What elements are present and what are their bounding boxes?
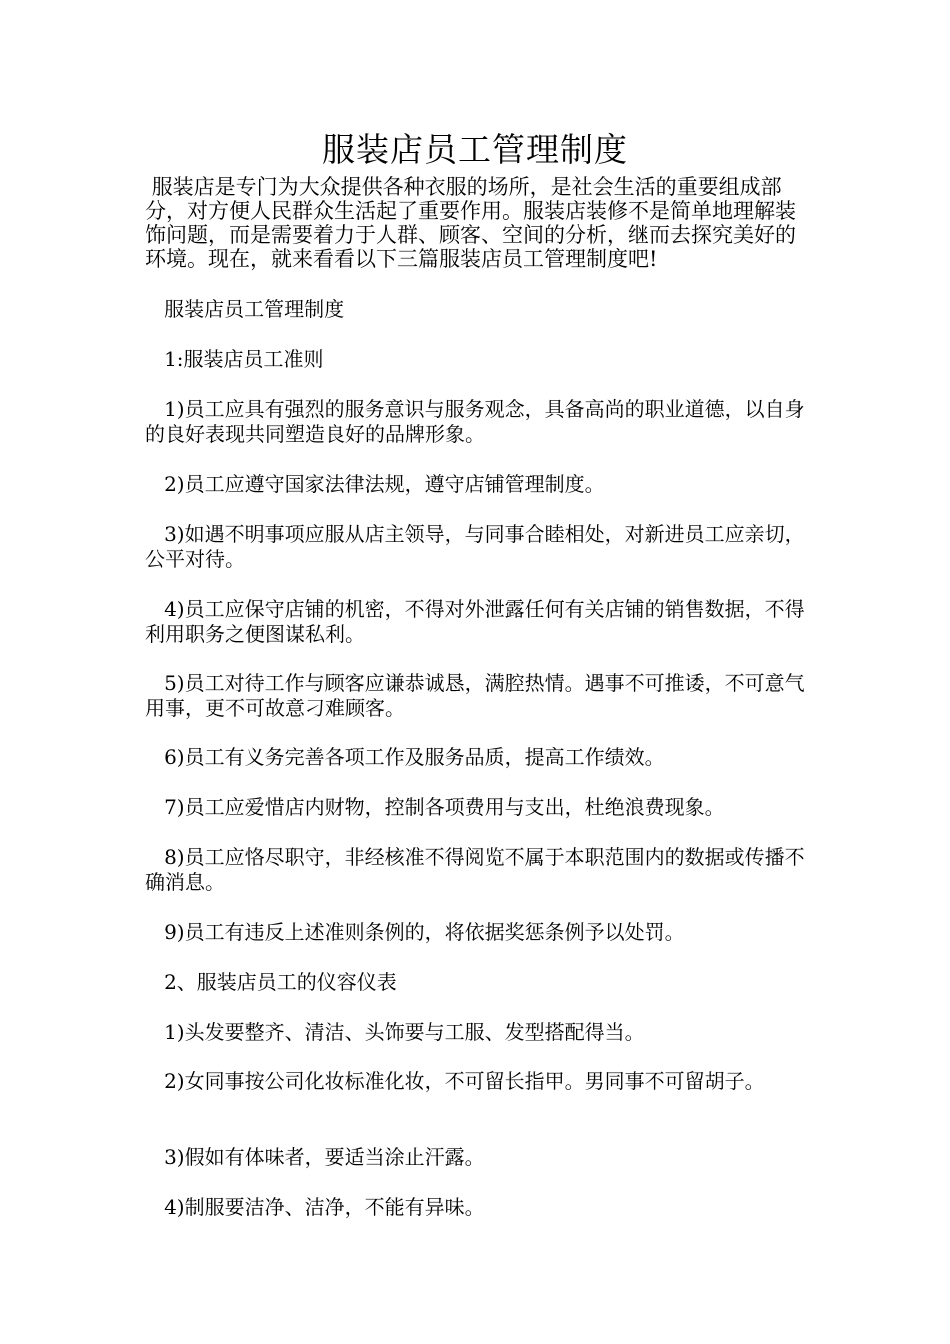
rule-paragraph: 1)员工应具有强烈的服务意识与服务观念，具备高尚的职业道德，以自身的良好表现共同塑造良好的品牌形象。 [145, 397, 805, 446]
rule-paragraph: 1)头发要整齐、清洁、头饰要与工服、发型搭配得当。 [145, 1020, 645, 1044]
intro-paragraph: 服装店是专门为大众提供各种衣服的场所，是社会生活的重要组成部分，对方便人民群众生活起了重要作用。服装店装修不是简单地理解装饰问题，而是需要着力于人群、顾客、空间的分析，继而去探究美好的环境。现在，就来看看以下三篇服装店员工管理制度吧! [145, 175, 796, 271]
rule-paragraph: 4)制服要洁净、洁净，不能有异味。 [145, 1195, 485, 1219]
rule-paragraph: 3)如遇不明事项应服从店主领导，与同事合睦相处，对新进员工应亲切，公平对待。 [145, 522, 805, 571]
subsection-heading: 2、服装店员工的仪容仪表 [145, 970, 397, 994]
rule-paragraph: 6)员工有义务完善各项工作及服务品质，提高工作绩效。 [145, 745, 665, 769]
rule-paragraph: 9)员工有违反上述准则条例的，将依据奖惩条例予以处罚。 [145, 920, 685, 944]
rule-paragraph: 2)女同事按公司化妆标准化妆，不可留长指甲。男同事不可留胡子。 [145, 1069, 765, 1093]
rule-paragraph: 3)假如有体味者，要适当涂止汗露。 [145, 1145, 485, 1169]
section-heading: 服装店员工管理制度 [145, 297, 345, 321]
rule-paragraph: 8)员工应恪尽职守，非经核准不得阅览不属于本职范围内的数据或传播不确消息。 [145, 845, 805, 894]
rule-paragraph: 5)员工对待工作与顾客应谦恭诚恳，满腔热情。遇事不可推诿，不可意气用事，更不可故意刁难顾客。 [145, 671, 805, 720]
rule-paragraph: 7)员工应爱惜店内财物，控制各项费用与支出，杜绝浪费现象。 [145, 795, 725, 819]
subsection-heading: 1:服装店员工准则 [145, 347, 324, 371]
document-title: 服装店员工管理制度 [322, 130, 628, 169]
rule-paragraph: 2)员工应遵守国家法律法规，遵守店铺管理制度。 [145, 472, 605, 496]
rule-paragraph: 4)员工应保守店铺的机密，不得对外泄露任何有关店铺的销售数据，不得利用职务之便图谋私利。 [145, 597, 805, 646]
